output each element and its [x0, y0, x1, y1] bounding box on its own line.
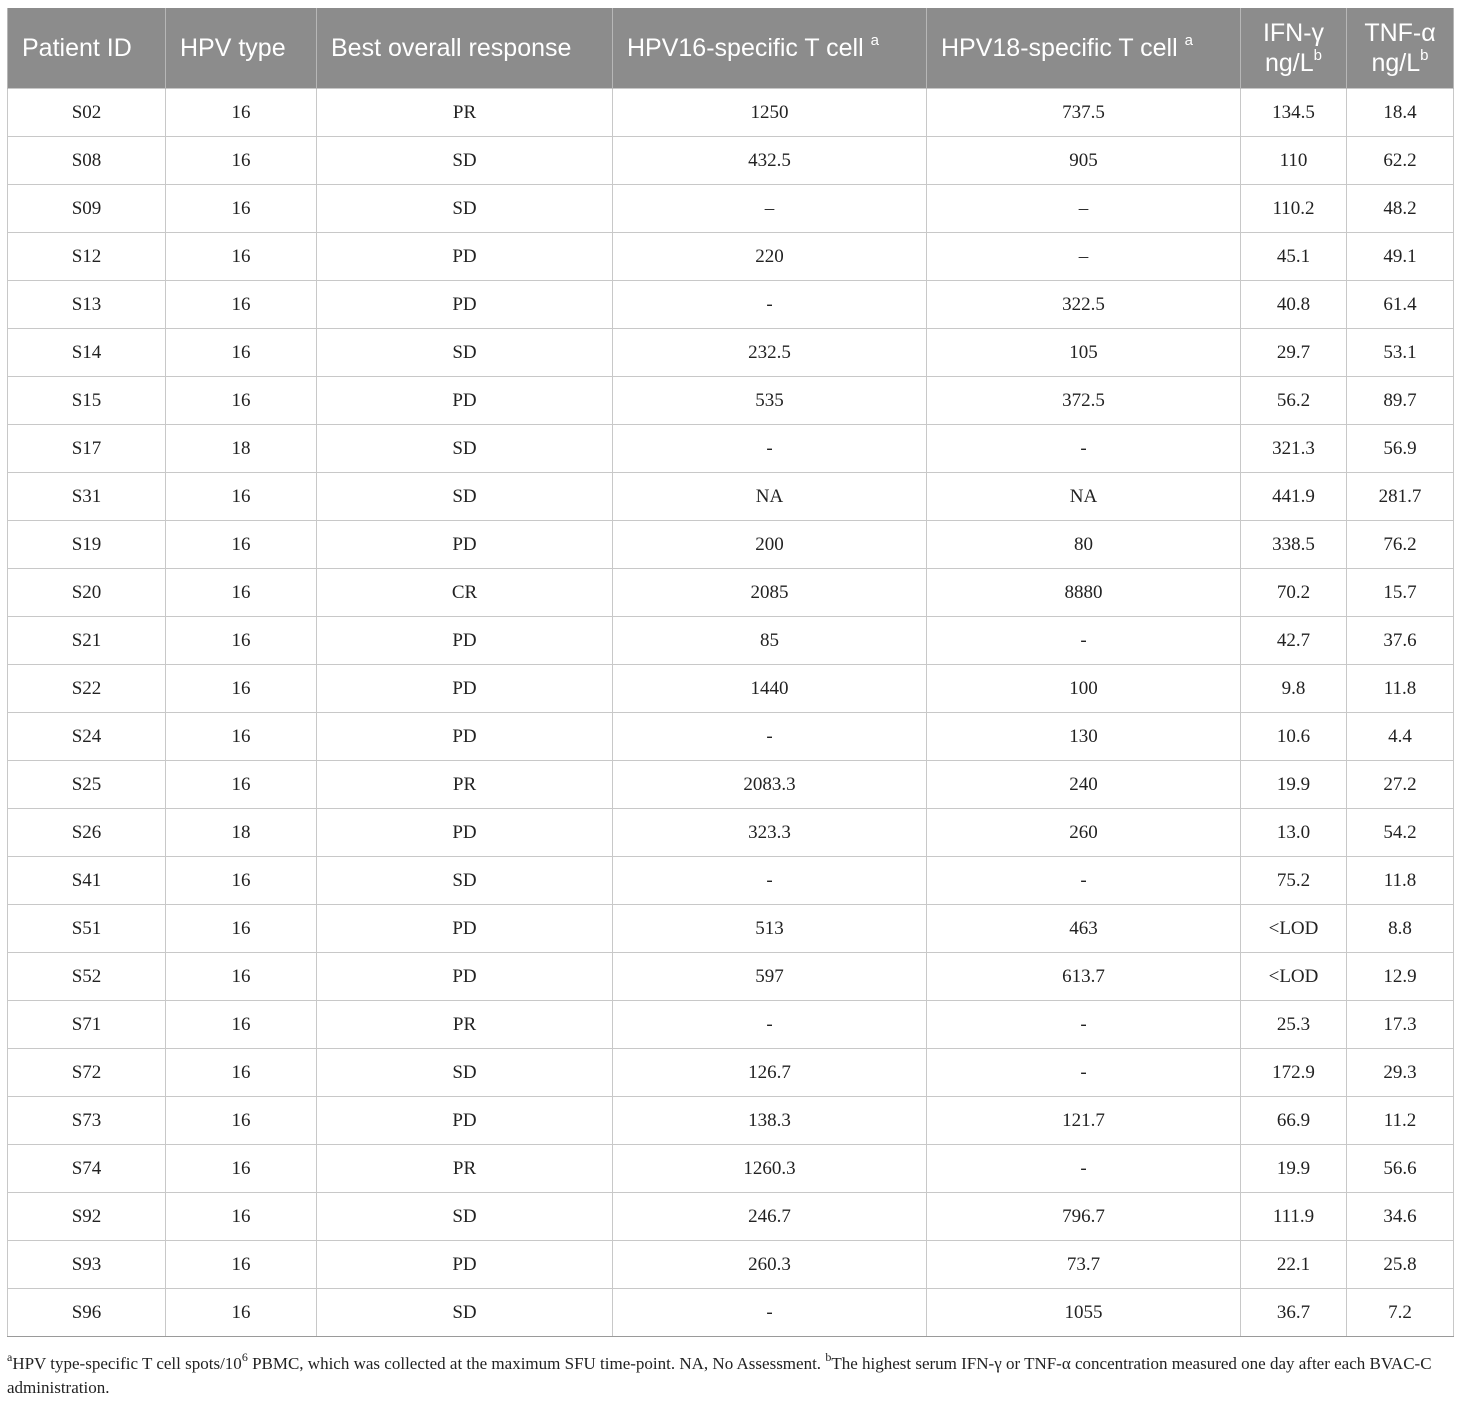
table-row: [8, 905, 1454, 953]
cell-patient-id: S20: [8, 569, 166, 617]
cell-ifn-gamma: 172.9: [1241, 1049, 1347, 1097]
cell-hpv18-t-cell: 322.5: [927, 281, 1241, 329]
cell-best-response: PD: [317, 617, 613, 665]
cell-hpv18-t-cell: 613.7: [927, 953, 1241, 1001]
footnote-a-marker: a: [7, 1350, 13, 1365]
cell-ifn-gamma: 36.7: [1241, 1289, 1347, 1337]
cell-patient-id: S08: [8, 137, 166, 185]
cell-best-response: SD: [317, 1289, 613, 1337]
cell-ifn-gamma: 10.6: [1241, 713, 1347, 761]
cell-hpv-type: 16: [166, 185, 317, 233]
cell-ifn-gamma: 338.5: [1241, 521, 1347, 569]
cell-tnf-alpha: 62.2: [1347, 137, 1454, 185]
cell-tnf-alpha: 15.7: [1347, 569, 1454, 617]
cell-patient-id: S02: [8, 89, 166, 137]
cell-patient-id: S31: [8, 473, 166, 521]
cell-hpv16-t-cell: NA: [613, 473, 927, 521]
cell-patient-id: S73: [8, 1097, 166, 1145]
cell-hpv-type: 16: [166, 761, 317, 809]
cell-hpv18-t-cell: 737.5: [927, 89, 1241, 137]
cell-tnf-alpha: 4.4: [1347, 713, 1454, 761]
table-row: [8, 713, 1454, 761]
header-hpv16-t-cell: HPV16-specific T cell $^a$: [613, 8, 927, 89]
cell-hpv18-t-cell: 100: [927, 665, 1241, 713]
cell-best-response: PD: [317, 281, 613, 329]
cell-hpv16-t-cell: 138.3: [613, 1097, 927, 1145]
cell-hpv-type: 16: [166, 713, 317, 761]
cell-tnf-alpha: 53.1: [1347, 329, 1454, 377]
cell-patient-id: S09: [8, 185, 166, 233]
cell-ifn-gamma: 25.3: [1241, 1001, 1347, 1049]
cell-hpv18-t-cell: 105: [927, 329, 1241, 377]
cell-ifn-gamma: <LOD: [1241, 905, 1347, 953]
cell-hpv-type: 16: [166, 137, 317, 185]
cell-hpv-type: 16: [166, 521, 317, 569]
cell-best-response: SD: [317, 1049, 613, 1097]
cell-hpv18-t-cell: -: [927, 1049, 1241, 1097]
header-patient-id: Patient ID: [8, 8, 166, 89]
cell-hpv-type: 16: [166, 1289, 317, 1337]
cell-hpv18-t-cell: 121.7: [927, 1097, 1241, 1145]
cell-tnf-alpha: 34.6: [1347, 1193, 1454, 1241]
cell-best-response: PD: [317, 665, 613, 713]
table-row: [8, 329, 1454, 377]
cell-best-response: SD: [317, 185, 613, 233]
cell-tnf-alpha: 281.7: [1347, 473, 1454, 521]
cell-best-response: CR: [317, 569, 613, 617]
cell-ifn-gamma: 441.9: [1241, 473, 1347, 521]
cell-tnf-alpha: 7.2: [1347, 1289, 1454, 1337]
cell-hpv-type: 16: [166, 953, 317, 1001]
cell-tnf-alpha: 76.2: [1347, 521, 1454, 569]
cell-patient-id: S71: [8, 1001, 166, 1049]
cell-hpv18-t-cell: 463: [927, 905, 1241, 953]
cell-best-response: PR: [317, 89, 613, 137]
cell-patient-id: S13: [8, 281, 166, 329]
cell-ifn-gamma: 110.2: [1241, 185, 1347, 233]
cell-hpv-type: 16: [166, 1241, 317, 1289]
cell-best-response: PD: [317, 1097, 613, 1145]
cell-hpv18-t-cell: 130: [927, 713, 1241, 761]
cell-hpv16-t-cell: -: [613, 1289, 927, 1337]
table-row: [8, 137, 1454, 185]
cell-ifn-gamma: 56.2: [1241, 377, 1347, 425]
cell-hpv16-t-cell: 220: [613, 233, 927, 281]
cell-patient-id: S24: [8, 713, 166, 761]
table-row: [8, 665, 1454, 713]
cell-tnf-alpha: 48.2: [1347, 185, 1454, 233]
cell-hpv-type: 18: [166, 425, 317, 473]
cell-hpv16-t-cell: -: [613, 1001, 927, 1049]
table-row: [8, 473, 1454, 521]
table-row: [8, 281, 1454, 329]
cell-ifn-gamma: 111.9: [1241, 1193, 1347, 1241]
cell-patient-id: S93: [8, 1241, 166, 1289]
cell-best-response: SD: [317, 425, 613, 473]
header-best-overall-response: Best overall response: [317, 8, 613, 89]
cell-patient-id: S22: [8, 665, 166, 713]
cell-hpv-type: 16: [166, 1001, 317, 1049]
cell-hpv16-t-cell: 1260.3: [613, 1145, 927, 1193]
cell-hpv18-t-cell: -: [927, 617, 1241, 665]
cell-best-response: SD: [317, 473, 613, 521]
cell-ifn-gamma: 13.0: [1241, 809, 1347, 857]
table-row: [8, 761, 1454, 809]
cell-hpv16-t-cell: -: [613, 425, 927, 473]
cell-best-response: PD: [317, 233, 613, 281]
cell-patient-id: S51: [8, 905, 166, 953]
cell-hpv16-t-cell: 2083.3: [613, 761, 927, 809]
cell-patient-id: S21: [8, 617, 166, 665]
cell-ifn-gamma: 40.8: [1241, 281, 1347, 329]
cell-hpv16-t-cell: 126.7: [613, 1049, 927, 1097]
table-row: [8, 425, 1454, 473]
cell-ifn-gamma: 29.7: [1241, 329, 1347, 377]
cell-ifn-gamma: 42.7: [1241, 617, 1347, 665]
cell-hpv-type: 16: [166, 473, 317, 521]
cell-hpv-type: 16: [166, 329, 317, 377]
footnote-a-exponent: 6: [241, 1350, 248, 1365]
table-body: [8, 89, 1454, 1337]
header-tnf-alpha: TNF-α $ng/L^b$: [1347, 8, 1454, 89]
cell-best-response: PD: [317, 809, 613, 857]
cell-best-response: SD: [317, 329, 613, 377]
cell-ifn-gamma: 321.3: [1241, 425, 1347, 473]
cell-tnf-alpha: 61.4: [1347, 281, 1454, 329]
cell-hpv18-t-cell: 240: [927, 761, 1241, 809]
cell-hpv18-t-cell: –: [927, 185, 1241, 233]
header-row: [8, 8, 1454, 89]
cell-best-response: PR: [317, 1145, 613, 1193]
cell-patient-id: S17: [8, 425, 166, 473]
cell-tnf-alpha: 25.8: [1347, 1241, 1454, 1289]
cell-hpv16-t-cell: -: [613, 713, 927, 761]
table-row: [8, 185, 1454, 233]
cell-ifn-gamma: 134.5: [1241, 89, 1347, 137]
cell-patient-id: S25: [8, 761, 166, 809]
cell-tnf-alpha: 56.9: [1347, 425, 1454, 473]
cell-hpv16-t-cell: -: [613, 281, 927, 329]
cell-hpv16-t-cell: 432.5: [613, 137, 927, 185]
cell-tnf-alpha: 11.2: [1347, 1097, 1454, 1145]
cell-patient-id: S19: [8, 521, 166, 569]
cell-hpv16-t-cell: 513: [613, 905, 927, 953]
table-row: [8, 953, 1454, 1001]
cell-hpv-type: 16: [166, 665, 317, 713]
cell-hpv16-t-cell: 597: [613, 953, 927, 1001]
cell-hpv18-t-cell: 80: [927, 521, 1241, 569]
cell-patient-id: S12: [8, 233, 166, 281]
cell-ifn-gamma: 9.8: [1241, 665, 1347, 713]
cell-hpv-type: 16: [166, 1097, 317, 1145]
cell-patient-id: S72: [8, 1049, 166, 1097]
cell-hpv-type: 16: [166, 281, 317, 329]
cell-hpv18-t-cell: NA: [927, 473, 1241, 521]
cell-hpv18-t-cell: 372.5: [927, 377, 1241, 425]
table-row: [8, 89, 1454, 137]
cell-hpv16-t-cell: 200: [613, 521, 927, 569]
cell-patient-id: S14: [8, 329, 166, 377]
cell-patient-id: S74: [8, 1145, 166, 1193]
cell-patient-id: S96: [8, 1289, 166, 1337]
footnote-b-marker: b: [825, 1350, 832, 1365]
cell-hpv18-t-cell: 260: [927, 809, 1241, 857]
cell-ifn-gamma: 22.1: [1241, 1241, 1347, 1289]
cell-hpv-type: 16: [166, 617, 317, 665]
cell-tnf-alpha: 18.4: [1347, 89, 1454, 137]
cell-hpv-type: 16: [166, 1145, 317, 1193]
cell-hpv18-t-cell: 1055: [927, 1289, 1241, 1337]
header-hpv-type: HPV type: [166, 8, 317, 89]
cell-hpv16-t-cell: 85: [613, 617, 927, 665]
cell-best-response: PR: [317, 761, 613, 809]
table-row: [8, 1049, 1454, 1097]
cell-tnf-alpha: 8.8: [1347, 905, 1454, 953]
cell-ifn-gamma: 70.2: [1241, 569, 1347, 617]
cell-patient-id: S92: [8, 1193, 166, 1241]
cell-hpv16-t-cell: –: [613, 185, 927, 233]
cell-best-response: PD: [317, 377, 613, 425]
cell-tnf-alpha: 54.2: [1347, 809, 1454, 857]
cell-hpv-type: 16: [166, 905, 317, 953]
cell-ifn-gamma: 19.9: [1241, 761, 1347, 809]
cell-tnf-alpha: 37.6: [1347, 617, 1454, 665]
cell-ifn-gamma: <LOD: [1241, 953, 1347, 1001]
header-hpv18-t-cell: HPV18-specific T cell $^a$: [927, 8, 1241, 89]
table-row: [8, 233, 1454, 281]
cell-hpv16-t-cell: 260.3: [613, 1241, 927, 1289]
cell-hpv-type: 16: [166, 377, 317, 425]
cell-ifn-gamma: 19.9: [1241, 1145, 1347, 1193]
table-row: [8, 617, 1454, 665]
cell-tnf-alpha: 56.6: [1347, 1145, 1454, 1193]
cell-tnf-alpha: 17.3: [1347, 1001, 1454, 1049]
table-row: [8, 1193, 1454, 1241]
cell-hpv16-t-cell: 2085: [613, 569, 927, 617]
cell-hpv-type: 16: [166, 569, 317, 617]
cell-hpv16-t-cell: 535: [613, 377, 927, 425]
cell-hpv-type: 16: [166, 1193, 317, 1241]
cell-patient-id: S26: [8, 809, 166, 857]
cell-ifn-gamma: 75.2: [1241, 857, 1347, 905]
cell-tnf-alpha: 49.1: [1347, 233, 1454, 281]
cell-hpv16-t-cell: 246.7: [613, 1193, 927, 1241]
cell-ifn-gamma: 110: [1241, 137, 1347, 185]
cell-best-response: PD: [317, 953, 613, 1001]
cell-hpv18-t-cell: 8880: [927, 569, 1241, 617]
cell-ifn-gamma: 45.1: [1241, 233, 1347, 281]
cell-hpv18-t-cell: 905: [927, 137, 1241, 185]
cell-ifn-gamma: 66.9: [1241, 1097, 1347, 1145]
cell-hpv18-t-cell: –: [927, 233, 1241, 281]
cell-best-response: PR: [317, 1001, 613, 1049]
cell-hpv16-t-cell: 232.5: [613, 329, 927, 377]
results-table-container: [7, 8, 1453, 1337]
table-row: [8, 1097, 1454, 1145]
cell-hpv-type: 18: [166, 809, 317, 857]
footnote-a-text: HPV type-specific T cell spots/10: [12, 1354, 242, 1373]
cell-patient-id: S41: [8, 857, 166, 905]
cell-best-response: SD: [317, 857, 613, 905]
cell-tnf-alpha: 11.8: [1347, 857, 1454, 905]
cell-best-response: PD: [317, 713, 613, 761]
cell-hpv18-t-cell: -: [927, 425, 1241, 473]
cell-tnf-alpha: 29.3: [1347, 1049, 1454, 1097]
cell-hpv-type: 16: [166, 89, 317, 137]
cell-hpv16-t-cell: 1440: [613, 665, 927, 713]
header-ifn-gamma: IFN-γ $ng/L^b$: [1241, 8, 1347, 89]
table-row: [8, 857, 1454, 905]
cell-hpv18-t-cell: -: [927, 857, 1241, 905]
cell-tnf-alpha: 11.8: [1347, 665, 1454, 713]
table-row: [8, 1241, 1454, 1289]
cell-best-response: PD: [317, 1241, 613, 1289]
table-row: [8, 809, 1454, 857]
table-row: [8, 1001, 1454, 1049]
cell-tnf-alpha: 89.7: [1347, 377, 1454, 425]
cell-patient-id: S15: [8, 377, 166, 425]
cell-hpv16-t-cell: 1250: [613, 89, 927, 137]
cell-hpv16-t-cell: 323.3: [613, 809, 927, 857]
cell-best-response: PD: [317, 521, 613, 569]
footnote-b-text: The highest serum IFN-γ or TNF-α concentration measured one day after each BVAC-C administration.: [7, 1354, 1432, 1397]
cell-best-response: SD: [317, 1193, 613, 1241]
cell-hpv18-t-cell: 796.7: [927, 1193, 1241, 1241]
table-row: [8, 521, 1454, 569]
table-row: [8, 377, 1454, 425]
cell-tnf-alpha: 12.9: [1347, 953, 1454, 1001]
table-row: [8, 1145, 1454, 1193]
cell-hpv-type: 16: [166, 233, 317, 281]
cell-best-response: PD: [317, 905, 613, 953]
cell-hpv18-t-cell: 73.7: [927, 1241, 1241, 1289]
results-table: [7, 8, 1454, 1337]
footnote-a-text-continued: PBMC, which was collected at the maximum SFU time-point. NA, No Assessment.: [247, 1354, 826, 1373]
cell-hpv18-t-cell: -: [927, 1001, 1241, 1049]
cell-hpv-type: 16: [166, 1049, 317, 1097]
table-row: [8, 1289, 1454, 1337]
table-row: [8, 569, 1454, 617]
cell-tnf-alpha: 27.2: [1347, 761, 1454, 809]
cell-patient-id: S52: [8, 953, 166, 1001]
table-footnote: [7, 1352, 1457, 1400]
cell-hpv16-t-cell: -: [613, 857, 927, 905]
cell-hpv18-t-cell: -: [927, 1145, 1241, 1193]
cell-best-response: SD: [317, 137, 613, 185]
cell-hpv-type: 16: [166, 857, 317, 905]
